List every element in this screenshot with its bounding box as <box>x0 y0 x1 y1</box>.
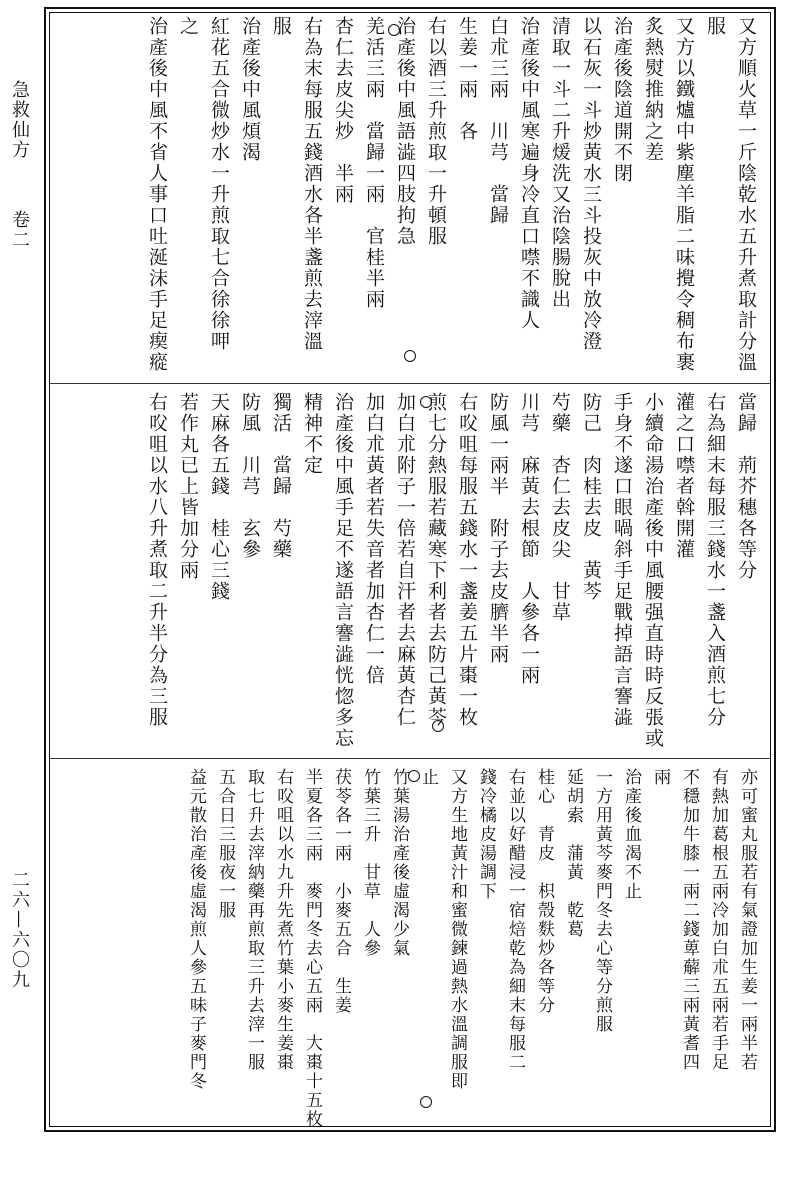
text-column: 取七升去滓納藥再煎取三升去滓一服 <box>244 768 264 1072</box>
text-column: 加白朮黃者若失音者加杏仁一倍 <box>363 392 385 686</box>
text-column: 錢冷橘皮湯調下 <box>476 768 496 901</box>
book-title: 急救仙方 <box>9 80 30 160</box>
text-column: 桂心 青皮 枳殼麩炒各等分 <box>534 768 554 1015</box>
text-column: 川芎 麻黃去根節 人參各一兩 <box>518 392 540 686</box>
text-column: 兩 <box>650 768 670 787</box>
text-column: 治產後陰道開不閉 <box>611 16 633 184</box>
text-column: 延胡索 蒲黃 乾葛 <box>563 768 583 939</box>
text-column: 不穩加牛膝一兩二錢萆薢三兩黃耆四 <box>679 768 699 1072</box>
text-column: 治產後中風不省人事口吐涎沫手足瘈瘲 <box>146 16 168 373</box>
text-column: 止 <box>418 768 438 787</box>
text-column: 之 <box>177 16 199 37</box>
section-divider-1 <box>50 383 770 384</box>
text-column: 右為細末每服三錢水一盞入酒煎七分 <box>704 392 726 728</box>
text-column: 茯苓各一兩 小麥五合 生姜 <box>331 768 351 1015</box>
text-column: 防己 肉桂去皮 黃芩 <box>580 392 602 602</box>
text-column: 半夏各三兩 麥門冬去心五兩 大棗十五枚 <box>302 768 322 1129</box>
text-column: 白朮三兩 川芎 當歸 <box>487 16 509 226</box>
text-column: 獨活 當歸 芍藥 <box>270 392 292 560</box>
text-column: 防風一兩半 附子去皮臍半兩 <box>487 392 509 665</box>
text-column: 紅花五合微炒水一升煎取七合徐徐呷 <box>208 16 230 352</box>
text-column: 五合日三服夜一服 <box>215 768 235 920</box>
text-column: 灌之口噤者斡開灌 <box>673 392 695 560</box>
text-column: 竹葉湯治產後虛渴少氣 <box>389 768 409 958</box>
text-column: 炙熱熨推納之差 <box>642 16 664 163</box>
page-number: 二六—六〇九 <box>9 870 30 990</box>
text-column: 精神不定 <box>301 392 323 476</box>
text-column: 芍藥 杏仁去皮尖 甘草 <box>549 392 571 623</box>
text-section-1 <box>138 16 758 381</box>
volume-label: 卷二 <box>9 210 30 250</box>
text-column: 羌活三兩 當歸一兩 官桂半兩 <box>363 16 385 310</box>
text-column: 加白朮附子一倍若自汗者去麻黃杏仁 <box>394 392 416 728</box>
text-column: 天麻各五錢 桂心三錢 <box>208 392 230 602</box>
text-column: 又方順火草一斤陰乾水五升煮取計分溫 <box>735 16 757 373</box>
text-column: 右㕮咀以水八升煮取二升半分為三服 <box>146 392 168 728</box>
text-column: 右㕮咀以水九升先煮竹葉小麥生姜棗 <box>273 768 293 1072</box>
text-column: 治產後中風語澁四肢拘急 <box>394 16 416 247</box>
text-column: 亦可蜜丸服若有氣證加生姜一兩半若 <box>737 768 757 1072</box>
text-column: 以石灰一斗炒黃水三斗投灰中放冷澄 <box>580 16 602 352</box>
text-column: 又方以鐵爐中紫塵羊脂二味攪令稠布裹 <box>673 16 695 373</box>
text-column: 右為末每服五錢酒水各半盞煎去滓溫 <box>301 16 323 352</box>
text-column: 治產後血渴不止 <box>621 768 641 901</box>
text-column: 手身不遂口眼喎斜手足戰掉語言謇澁 <box>611 392 633 728</box>
text-column: 杏仁去皮尖炒 半兩 <box>332 16 354 205</box>
text-column: 清取一斗二升煖洗又治陰腸脫出 <box>549 16 571 310</box>
text-section-3 <box>178 768 758 1130</box>
text-column: 治產後中風手足不遂語言謇澁恍惚多忘 <box>332 392 354 749</box>
text-column: 竹葉三升 甘草 人參 <box>360 768 380 958</box>
text-column: 治產後中風寒遍身冷直口噤不識人 <box>518 16 540 331</box>
text-column: 服 <box>270 16 292 37</box>
text-column: 又方生地黃汁和蜜微鍊過熱水溫調服即 <box>447 768 467 1091</box>
section-divider-2 <box>50 758 770 759</box>
text-column: 生姜一兩 各 <box>456 16 478 142</box>
text-column: 煎七分熱服若藏寒下利者去防己黃芩 <box>425 392 447 728</box>
text-column: 服 <box>704 16 726 37</box>
text-column: 治產後中風煩渴 <box>239 16 261 163</box>
text-column: 右並以好醋浸一宿焙乾為細末每服二 <box>505 768 525 1072</box>
text-column: 右㕮咀每服五錢水一盞姜五片棗一枚 <box>456 392 478 728</box>
text-column: 小續命湯治產後中風腰强直時時反張或 <box>642 392 664 749</box>
text-column: 有熱加葛根五兩冷加白朮五兩若手足 <box>708 768 728 1072</box>
text-column: 益元散治產後虛渴煎人參五味子麥門冬 <box>186 768 206 1091</box>
text-section-2 <box>138 392 758 757</box>
text-column: 若作丸已上皆加分兩 <box>177 392 199 581</box>
text-column: 右以酒三升煎取一升頓服 <box>425 16 447 247</box>
text-column: 防風 川芎 玄參 <box>239 392 261 560</box>
text-column: 當歸 荊芥穗各等分 <box>735 392 757 581</box>
text-column: 一方用黃芩麥門冬去心等分煎服 <box>592 768 612 1034</box>
